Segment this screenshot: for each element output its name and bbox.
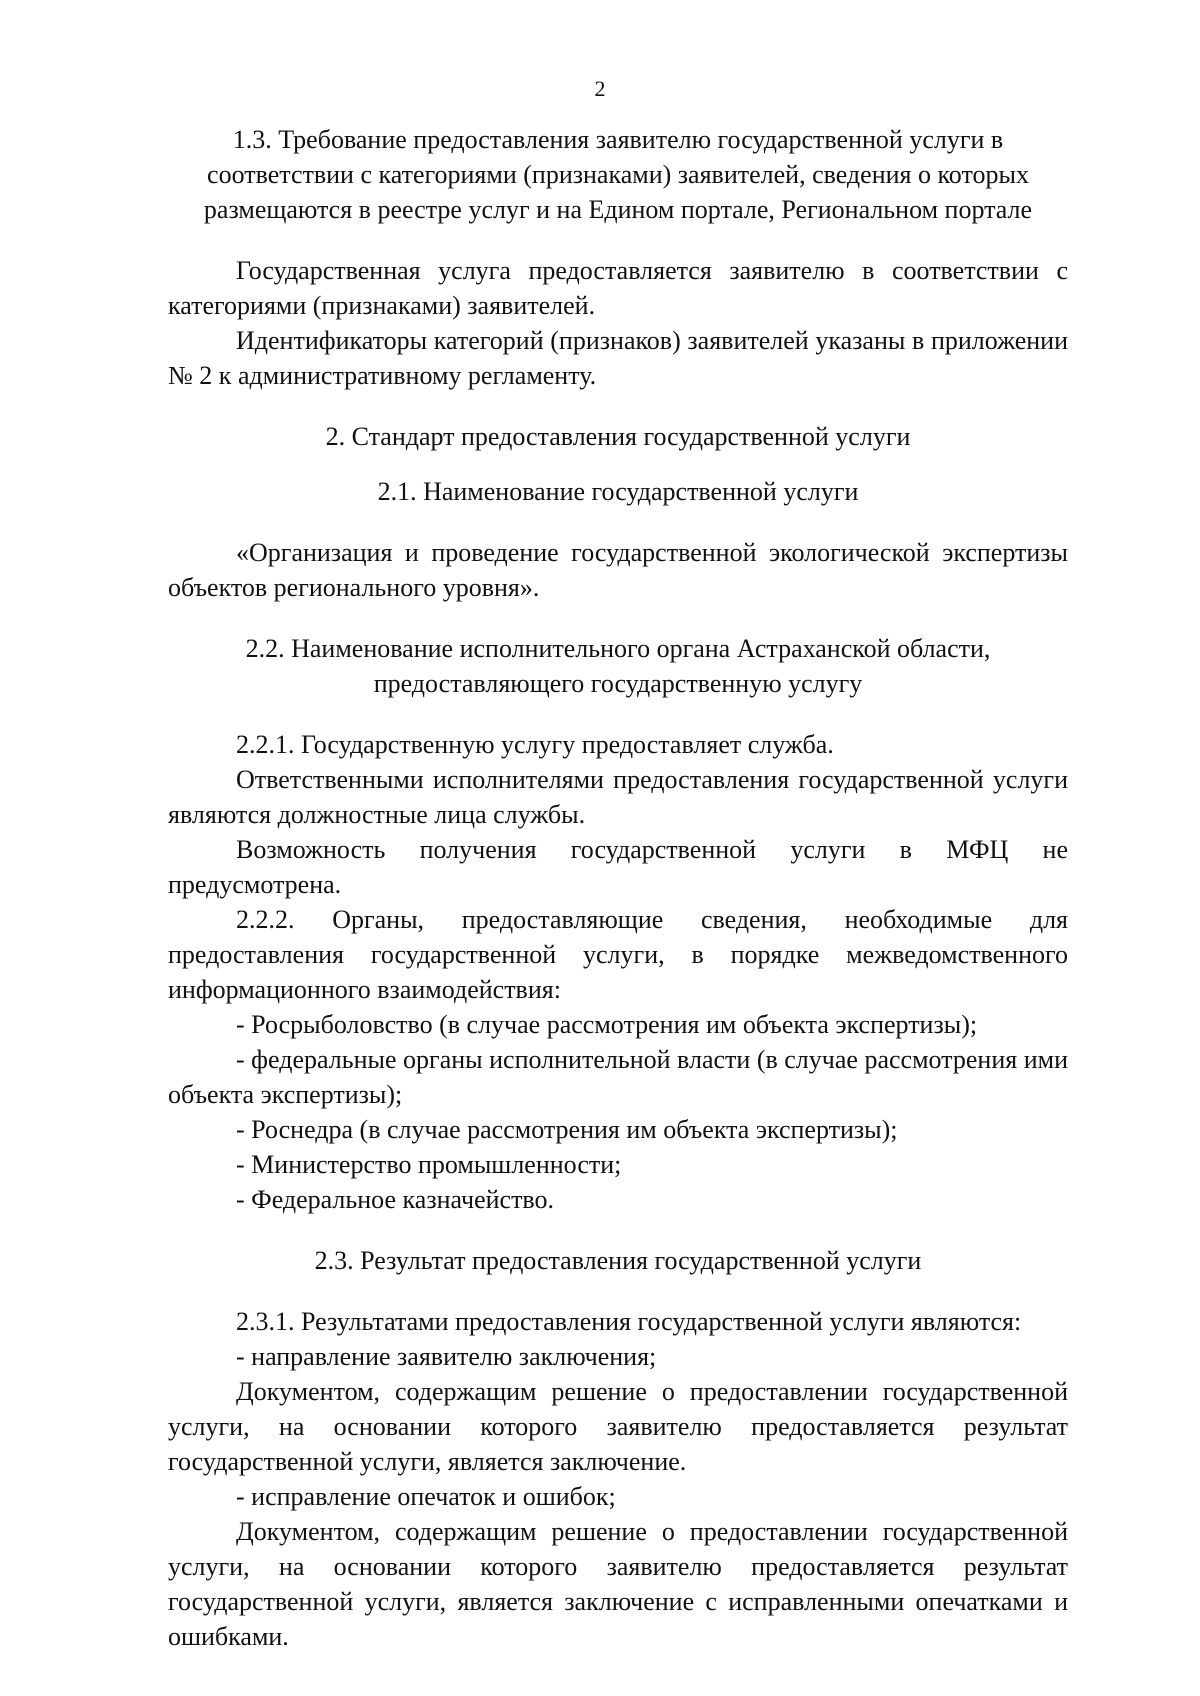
section-heading-2-3: 2.3. Результат предоставления государственной услуги	[314, 1246, 922, 1275]
paragraph: 2.3.1. Результатами предоставления государственной услуги являются:	[236, 1307, 1022, 1336]
paragraph: Возможность получения государственной услуги в МФЦ не предусмотрена.	[168, 835, 1068, 899]
list-item: - Роснедра (в случае рассмотрения им объекта экспертизы);	[236, 1115, 898, 1144]
paragraph: 2.2.2. Органы, предоставляющие сведения, необходимые для предоставления государственной услуги, в порядке межведомственного информационного взаимодействия:	[168, 905, 1068, 1004]
section-heading-2-2: 2.2. Наименование исполнительного органа Астраханской области, предоставляющего государственную услугу	[245, 634, 991, 698]
list-item: - Росрыболовство (в случае рассмотрения им объекта экспертизы);	[236, 1010, 978, 1039]
list-item: - федеральные органы исполнительной власти (в случае рассмотрения ими объекта экспертизы);	[168, 1045, 1068, 1109]
document-body	[168, 122, 1068, 1654]
paragraph: Ответственными исполнителями предоставления государственной услуги являются должностные лица службы.	[168, 765, 1068, 829]
section-heading-1-3: 1.3. Требование предоставления заявителю государственной услуги в соответствии с категориями (признаками) заявителей, сведения о которых размещаются в реестре услуг и на Едином портале, Региональном портале	[203, 125, 1033, 224]
paragraph: 2.2.1. Государственную услугу предоставляет служба.	[236, 730, 834, 759]
list-item: - Министерство промышленности;	[236, 1150, 622, 1179]
section-heading-2: 2. Стандарт предоставления государственной услуги	[325, 422, 911, 451]
paragraph: - направление заявителю заключения;	[236, 1342, 657, 1371]
paragraph: Государственная услуга предоставляется заявителю в соответствии с категориями (признаками) заявителей.	[168, 256, 1068, 320]
list-item: - Федеральное казначейство.	[236, 1185, 555, 1214]
paragraph: «Организация и проведение государственной экологической экспертизы объектов регионального уровня».	[168, 538, 1068, 602]
section-heading-2-1: 2.1. Наименование государственной услуги	[377, 477, 859, 506]
paragraph: Документом, содержащим решение о предоставлении государственной услуги, на основании которого заявителю предоставляется результат государственной услуги, является заключение с исправленными опечатками и ошибками.	[168, 1517, 1068, 1651]
paragraph: - исправление опечаток и ошибок;	[236, 1482, 616, 1511]
paragraph: Документом, содержащим решение о предоставлении государственной услуги, на основании которого заявителю предоставляется результат государственной услуги, является заключение.	[168, 1377, 1068, 1476]
paragraph: Идентификаторы категорий (признаков) заявителей указаны в приложении № 2 к административному регламенту.	[168, 326, 1068, 390]
page-number: 2	[594, 76, 606, 101]
